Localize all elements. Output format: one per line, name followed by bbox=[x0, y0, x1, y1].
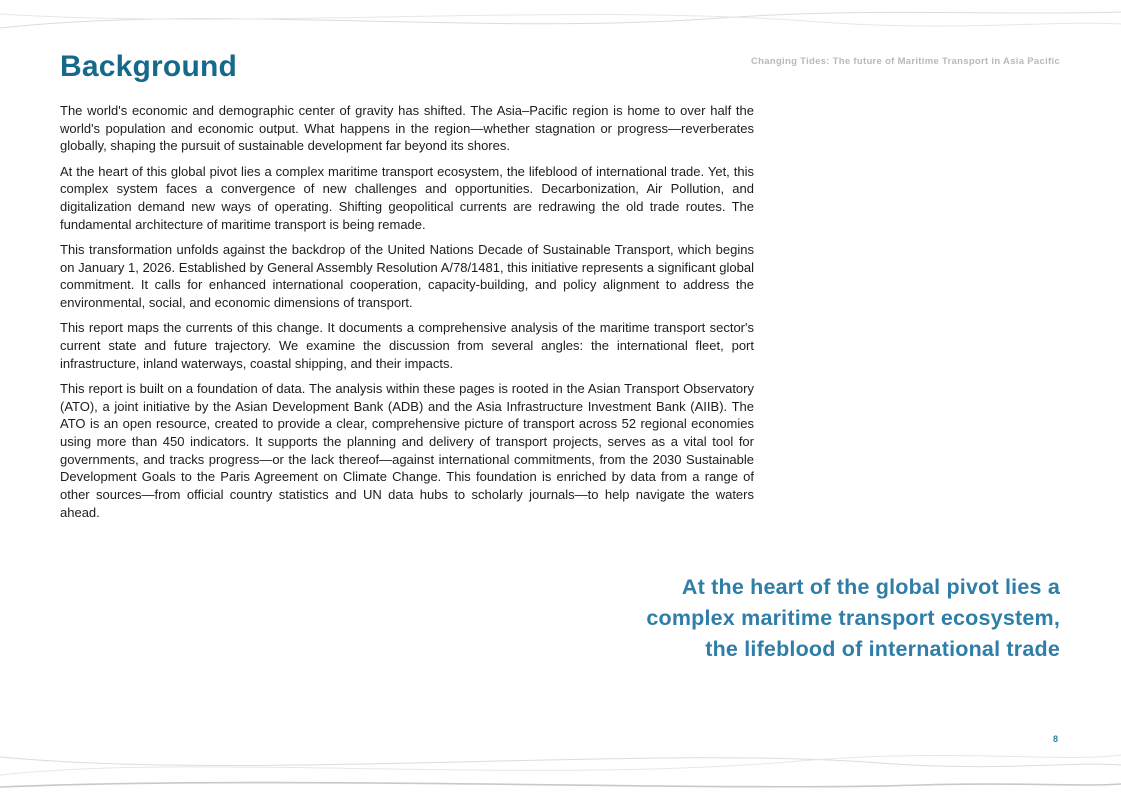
paragraph-3: This transformation unfolds against the backdrop of the United Nations Decade of Sustainable Transport, which begins on January 1, 2026. Established by General Assembly Resolution A/78/1481, this initiative represents a significant global commitment. It calls for enhanced international cooperation, capacity-building, and policy alignment to address the environmental, social, and economic dimensions of transport. bbox=[60, 241, 754, 311]
paragraph-1: The world's economic and demographic center of gravity has shifted. The Asia–Pacific region is home to over half the world's population and economic output. What happens in the region—whether stagnation or progress—reverberates globally, shaping the pursuit of sustainable development far beyond its shores. bbox=[60, 103, 754, 154]
decorative-waves-top bbox=[0, 0, 1121, 44]
decorative-waves-bottom bbox=[0, 745, 1121, 793]
page-title: Background bbox=[60, 50, 238, 83]
paragraph-4: This report maps the currents of this change. It documents a comprehensive analysis of the maritime transport sector's current state and future trajectory. We examine the discussion from several angles: the international fleet, port infrastructure, inland waterways, coastal shipping, and their impacts. bbox=[60, 320, 754, 371]
paragraph-5: This report is built on a foundation of data. The analysis within these pages is rooted in the Asian Transport Observatory (ATO), a joint initiative by the Asian Development Bank (ADB) and the Asia Infrastructure Investment Bank (AIIB). The ATO is an open resource, created to provide a clear, comprehensive picture of transport across 52 regional economies using more than 450 indicators. It supports the planning and delivery of transport projects, serves as a vital tool for governments, and tracks progress—or the lack thereof—against international commitments, from the 2030 Sustainable Development Goals to the Paris Agreement on Climate Change. This foundation is enriched by data from a range of other sources—from official country statistics and UN data hubs to scholarly journals—to help navigate the waters ahead. bbox=[60, 380, 754, 520]
running-header: Changing Tides: The future of Maritime Transport in Asia Pacific bbox=[751, 56, 1060, 67]
page-number: 8 bbox=[1052, 734, 1058, 744]
paragraph-2: At the heart of this global pivot lies a complex maritime transport ecosystem, the lifeblood of international trade. Yet, this complex system faces a convergence of new challenges and opportunities. Decarbonization, Air Pollution, and digitalization demand new ways of operating. Shifting geopolitical currents are redrawing the old trade routes. The fundamental architecture of maritime transport is being remade. bbox=[60, 163, 754, 232]
pull-quote: At the heart of the global pivot lies a complex maritime transport ecosystem, the lifeblood of international trade bbox=[646, 575, 1060, 661]
body-text bbox=[60, 102, 754, 529]
